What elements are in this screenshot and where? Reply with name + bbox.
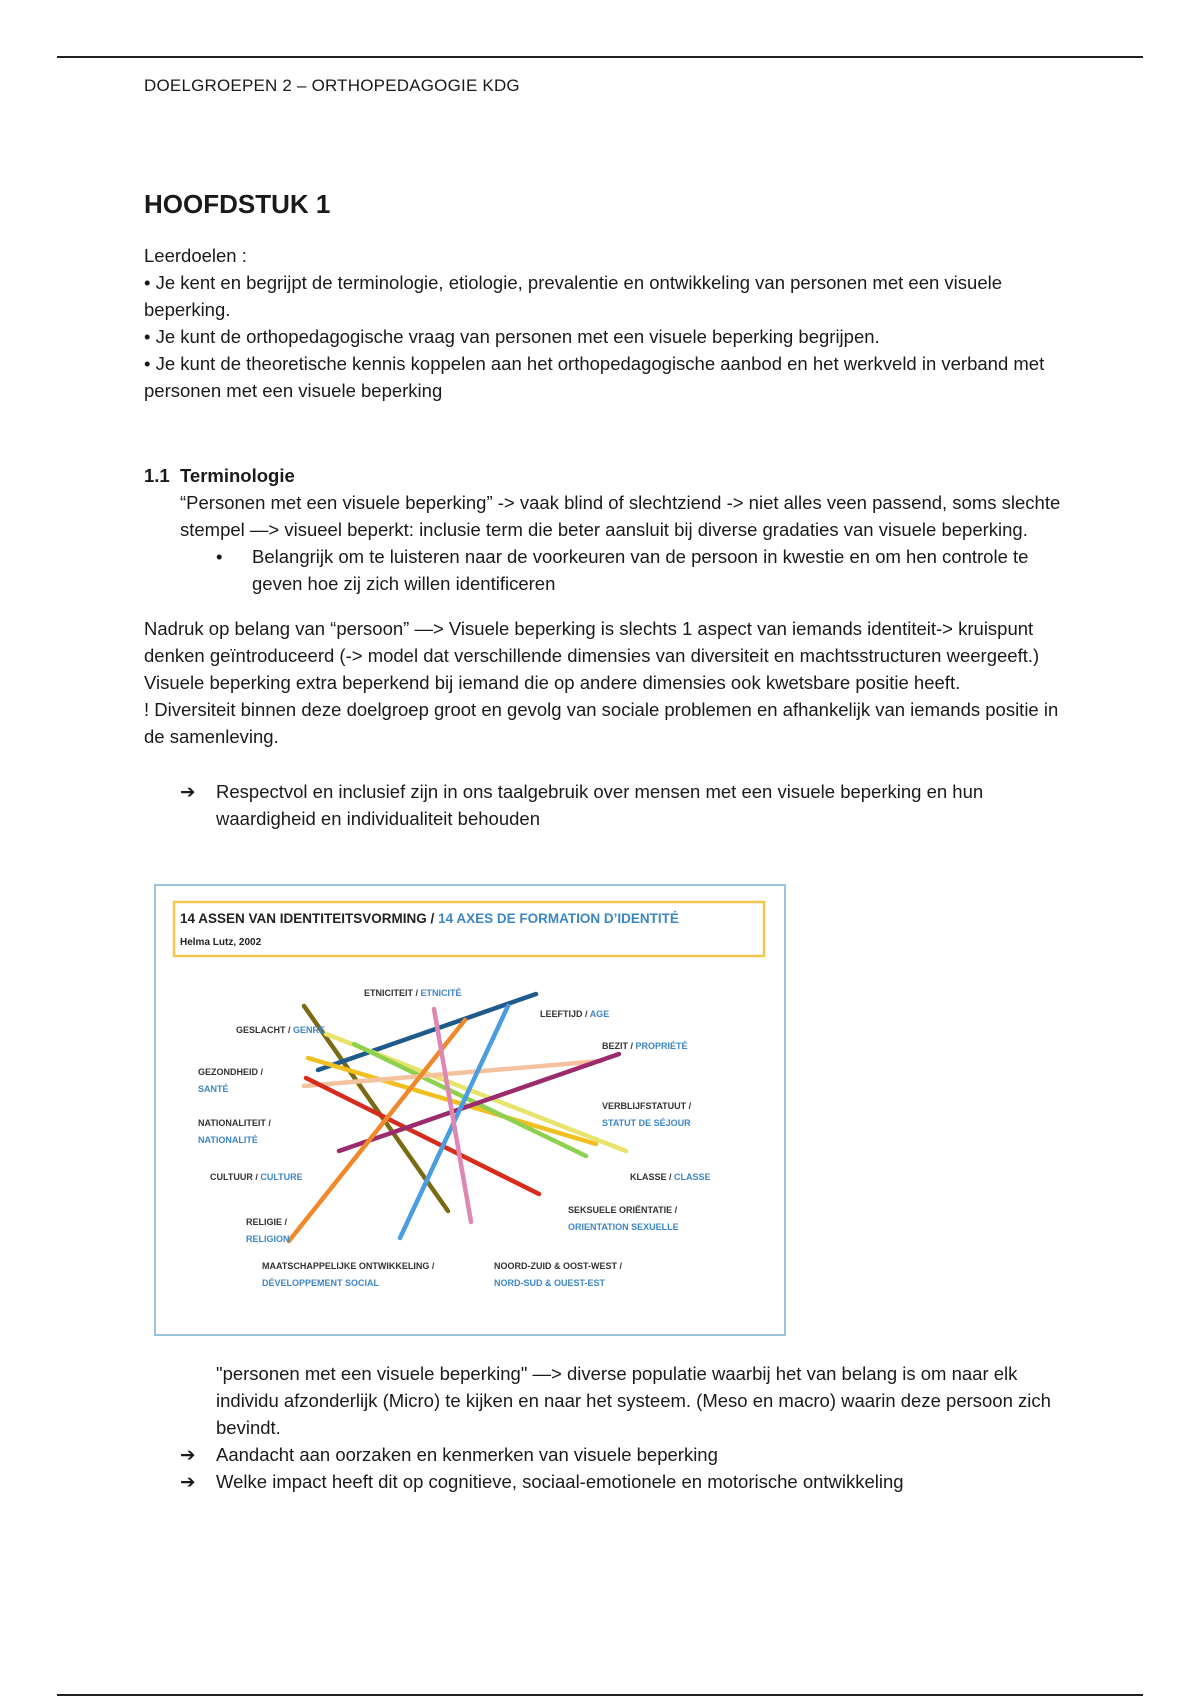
chapter-title: HOOFDSTUK 1 (144, 189, 331, 219)
label-nationaliteit-nl: NATIONALITEIT / (198, 1118, 271, 1128)
arrow-item-2 (144, 1441, 1064, 1468)
label-noordzuid-fr: NORD-SUD & OUEST-EST (494, 1278, 606, 1288)
label-religie-nl: RELIGIE / (246, 1217, 288, 1227)
axes-lines (289, 994, 626, 1241)
label-gezondheid-fr: SANTÉ (198, 1084, 229, 1094)
learning-goal-1: • Je kent en begrijpt de terminologie, etiologie, prevalentie en ontwikkeling van personen met een visuele beperking. (144, 272, 1003, 320)
section-intro: “Personen met een visuele beperking” -> vaak blind of slechtziend -> niet alles veen passend, soms slechte stempel —> visueel beperkt: inclusie term die beter aansluit bij diverse gradaties van visuele beperking. (180, 492, 1061, 540)
paragraph-identity: Nadruk op belang van “persoon” —> Visuele beperking is slechts 1 aspect van iemands identiteit-> kruispunt denken geïntroduceerd (-> model dat verschillende dimensies van diversiteit en machtsstructuren weergeeft.) Visuele beperking extra beperkend bij iemand die op andere dimensies ook kwetsbare positie heeft. (144, 618, 1040, 693)
document-body (144, 188, 1064, 1495)
arrow-text-3: Welke impact heeft dit op cognitieve, sociaal-emotionele en motorische ontwikkeling (216, 1471, 904, 1492)
arrow-item-3 (144, 1468, 1064, 1495)
label-gezondheid-nl: GEZONDHEID / (198, 1067, 264, 1077)
label-geslacht: GESLACHT / GENRE (236, 1025, 326, 1035)
learning-goals-label: Leerdoelen : (144, 245, 247, 266)
identity-axes-diagram (156, 886, 784, 1334)
arrow-icon: ➔ (180, 1471, 196, 1492)
arrow-text-2: Aandacht aan oorzaken en kenmerken van visuele beperking (216, 1444, 718, 1465)
label-noordzuid-nl: NOORD-ZUID & OOST-WEST / (494, 1261, 622, 1271)
label-maatsch-nl: MAATSCHAPPELIJKE ONTWIKKELING / (262, 1261, 435, 1271)
label-bezit: BEZIT / PROPRIÉTÉ (602, 1041, 688, 1051)
label-seksuele-nl: SEKSUELE ORIËNTATIE / (568, 1205, 678, 1215)
label-seksuele-fr: ORIENTATION SEXUELLE (568, 1222, 679, 1232)
learning-goal-2: • Je kunt de orthopedagogische vraag van personen met een visuele beperking begrijpen. (144, 326, 880, 347)
identity-axes-figure (154, 884, 786, 1336)
learning-goal-3: • Je kunt de theoretische kennis koppelen aan het orthopedagogische aanbod en het werkveld in verband met personen met een visuele beperking (144, 353, 1045, 401)
figure-author: Helma Lutz, 2002 (180, 937, 262, 948)
axis-line-navy (318, 994, 536, 1070)
header-rule (57, 56, 1143, 58)
bullet-text: Belangrijk om te luisteren naar de voorkeuren van de persoon in kwestie en om hen controle te geven hoe zij zich willen identificeren (252, 546, 1029, 594)
label-nationaliteit-fr: NATIONALITÉ (198, 1135, 258, 1145)
label-leeftijd: LEEFTIJD / AGE (540, 1009, 610, 1019)
arrow-text-1: Respectvol en inclusief zijn in ons taalgebruik over mensen met een visuele beperking en hun waardigheid en individualiteit behouden (216, 781, 984, 829)
arrow-item-1 (144, 778, 1064, 832)
label-religie-fr: RELIGION (246, 1234, 290, 1244)
bullet-item (144, 543, 1064, 597)
footer-rule (57, 1694, 1143, 1696)
label-verblijf-nl: VERBLIJFSTATUUT / (602, 1101, 692, 1111)
arrow-icon: ➔ (180, 1444, 196, 1465)
paragraph-diversity: ! Diversiteit binnen deze doelgroep groot en gevolg van sociale problemen en afhankelijk van iemands positie in de samenleving. (144, 699, 1059, 747)
axis-line-green (354, 1044, 586, 1156)
arrow-icon: ➔ (180, 781, 196, 802)
section-heading (144, 462, 1064, 489)
section-title: Terminologie (180, 465, 295, 486)
bullet-dot: • (216, 546, 223, 567)
paragraph-population: "personen met een visuele beperking" —> diverse populatie waarbij het van belang is om naar elk individu afzonderlijk (Micro) te kijken en naar het systeem. (Meso en macro) waarin deze persoon zich bevindt. (216, 1363, 1051, 1438)
figure-title: 14 ASSEN VAN IDENTITEITSVORMING / 14 AXES DE FORMATION D’IDENTITÉ (180, 911, 679, 926)
label-verblijf-fr: STATUT DE SÉJOUR (602, 1118, 691, 1128)
label-cultuur: CULTUUR / CULTURE (210, 1172, 303, 1182)
section-number: 1.1 (144, 465, 170, 486)
label-etniciteit: ETNICITEIT / ETNICITÉ (364, 988, 462, 998)
document-header: DOELGROEPEN 2 – ORTHOPEDAGOGIE KDG (144, 76, 520, 95)
label-maatsch-fr: DÉVELOPPEMENT SOCIAL (262, 1278, 380, 1288)
label-klasse: KLASSE / CLASSE (630, 1172, 711, 1182)
